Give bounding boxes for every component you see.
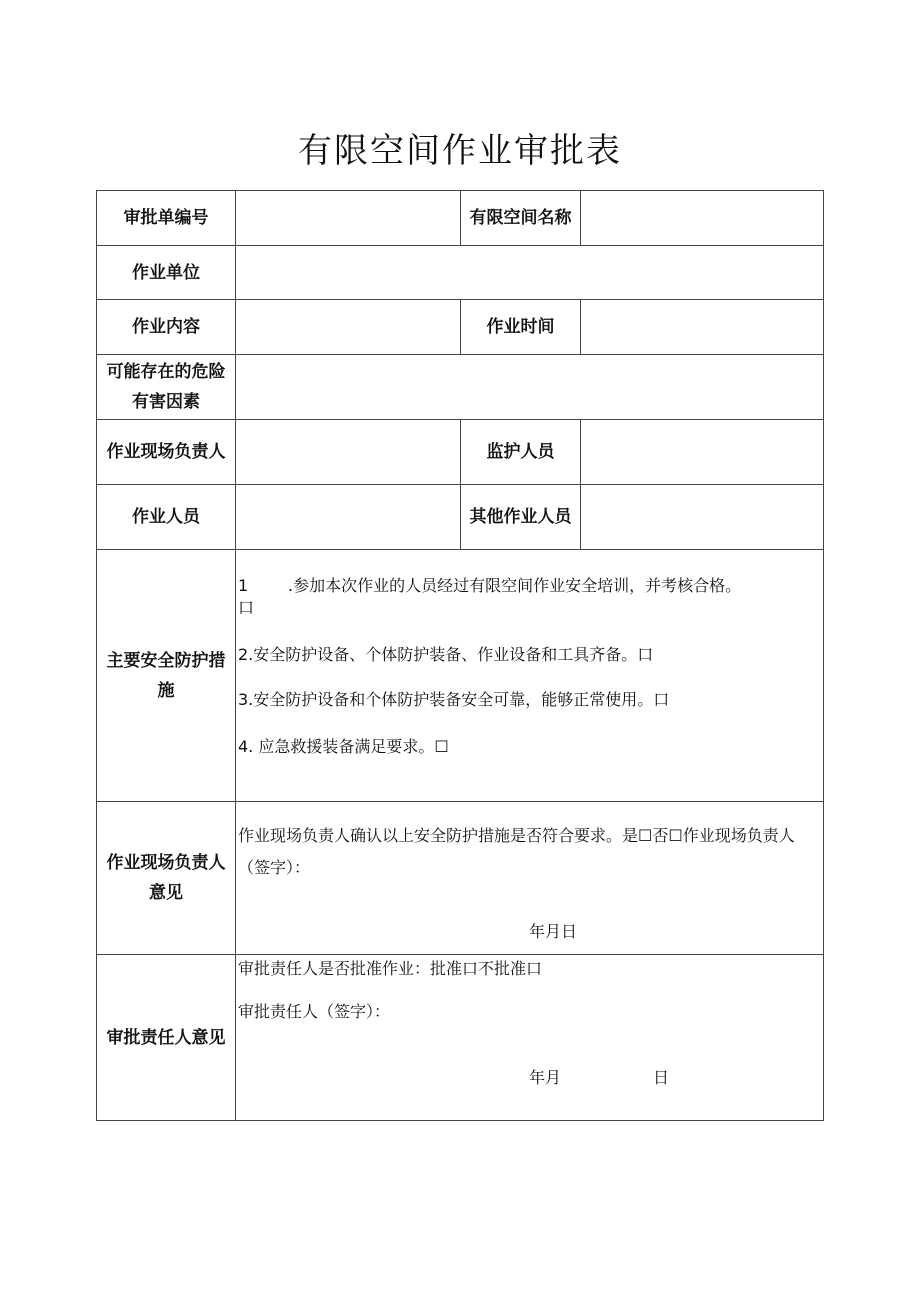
approval-number-field[interactable] <box>236 191 460 245</box>
work-time-label: 作业时间 <box>486 317 555 337</box>
site-leader-label: 作业现场负责人 <box>106 442 226 462</box>
page-title: 有限空间作业审批表 <box>298 131 622 171</box>
guardian-label: 监护人员 <box>486 442 555 462</box>
site-leader-opinion-label: 作业现场负责人 意见 <box>106 853 226 903</box>
space-name-label: 有限空间名称 <box>469 208 572 228</box>
safety-item-3: 3.安全防护设备和个体防护装备安全可靠，能够正常使用。口 <box>238 690 670 709</box>
safety-item-4: 4. 应急救援装备满足要求。☐ <box>238 737 449 756</box>
safety-item-1-checkbox[interactable]: 口 <box>238 598 255 617</box>
other-workers-field[interactable] <box>581 485 823 549</box>
table-border-bottom <box>96 1120 824 1121</box>
safety-item-2: 2.安全防护设备、个体防护装备、作业设备和工具齐备。口 <box>238 645 654 664</box>
approver-opinion-label: 审批责任人意见 <box>106 1027 226 1048</box>
hazards-label: 可能存在的危险 有害因素 <box>106 362 226 412</box>
approver-signature-line: 审批责任人（签字）： <box>238 1002 391 1021</box>
space-name-field[interactable] <box>581 191 823 245</box>
work-unit-label: 作业单位 <box>132 262 200 283</box>
table-border-right <box>823 190 824 1121</box>
workers-label: 作业人员 <box>132 507 200 527</box>
approver-date-day: 日 <box>653 1068 670 1087</box>
safety-measures-label: 主要安全防护措 施 <box>106 650 226 701</box>
site-leader-opinion-date: 年月日 <box>529 922 578 941</box>
other-workers-label: 其他作业人员 <box>469 507 572 527</box>
work-time-field[interactable] <box>581 300 823 354</box>
safety-item-1: .参加本次作业的人员经过有限空间作业安全培训，并考核合格。 <box>288 576 742 595</box>
hazards-field[interactable] <box>236 355 823 419</box>
site-leader-opinion-text: 作业现场负责人确认以上安全防护措施是否符合要求。是☐否☐作业现场负责人（签字）： <box>238 826 795 877</box>
approval-number-label: 审批单编号 <box>123 208 209 228</box>
site-leader-field[interactable] <box>236 420 460 484</box>
approver-decision-line: 审批责任人是否批准作业：批准口不批准口 <box>238 959 543 978</box>
work-unit-field[interactable] <box>236 246 823 299</box>
guardian-field[interactable] <box>581 420 823 484</box>
work-content-label: 作业内容 <box>132 317 200 337</box>
work-content-field[interactable] <box>236 300 460 354</box>
approver-date-year-month: 年月 <box>529 1068 562 1087</box>
safety-item-1-number: 1 <box>238 576 249 595</box>
workers-field[interactable] <box>236 485 460 549</box>
